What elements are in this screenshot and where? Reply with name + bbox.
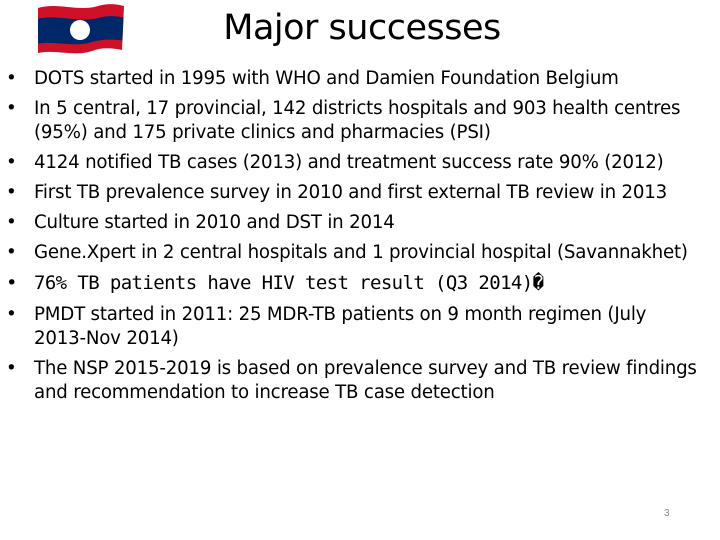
bullet-text: 4124 notified TB cases (2013) and treatment success rate 90% (2012): [34, 152, 664, 173]
bullet-marker: •: [6, 242, 17, 263]
list-item: [0, 303, 720, 351]
page-number: 3: [664, 508, 670, 519]
bullet-text: 76% TB patients have HIV test result (Q3 2014)�: [34, 272, 544, 294]
bullet-text: PMDT started in 2011: 25 MDR-TB patients on 9 month regimen (July 2013-Nov 2014): [34, 304, 647, 349]
bullet-list: [0, 67, 720, 411]
bullet-marker: •: [6, 182, 17, 203]
bullet-marker: •: [6, 272, 17, 294]
bullet-text: First TB prevalence survey in 2010 and first external TB review in 2013: [34, 182, 667, 203]
bullet-text: The NSP 2015-2019 is based on prevalence survey and TB review findings and recommendation to increase TB case detection: [34, 358, 697, 403]
bullet-marker: •: [6, 304, 17, 325]
list-item: [0, 97, 720, 145]
bullet-marker: •: [6, 98, 17, 119]
list-item: [0, 181, 720, 205]
list-item: [0, 211, 720, 235]
bullet-text: Gene.Xpert in 2 central hospitals and 1 provincial hospital (Savannakhet): [34, 242, 688, 263]
bullet-text: In 5 central, 17 provincial, 142 districts hospitals and 903 health centres (95%) and 175 private clinics and pharmacies (PSI): [34, 98, 681, 143]
bullet-marker: •: [6, 68, 17, 89]
list-item: [0, 241, 720, 265]
bullet-text: Culture started in 2010 and DST in 2014: [34, 212, 395, 233]
bullet-marker: •: [6, 358, 17, 379]
bullet-marker: •: [6, 212, 17, 233]
bullet-marker: •: [6, 152, 17, 173]
slide-title: Major successes: [223, 8, 501, 48]
bullet-text: DOTS started in 1995 with WHO and Damien Foundation Belgium: [34, 68, 619, 89]
list-item: [0, 271, 720, 295]
list-item: [0, 151, 720, 175]
list-item: [0, 67, 720, 91]
list-item: [0, 357, 720, 405]
